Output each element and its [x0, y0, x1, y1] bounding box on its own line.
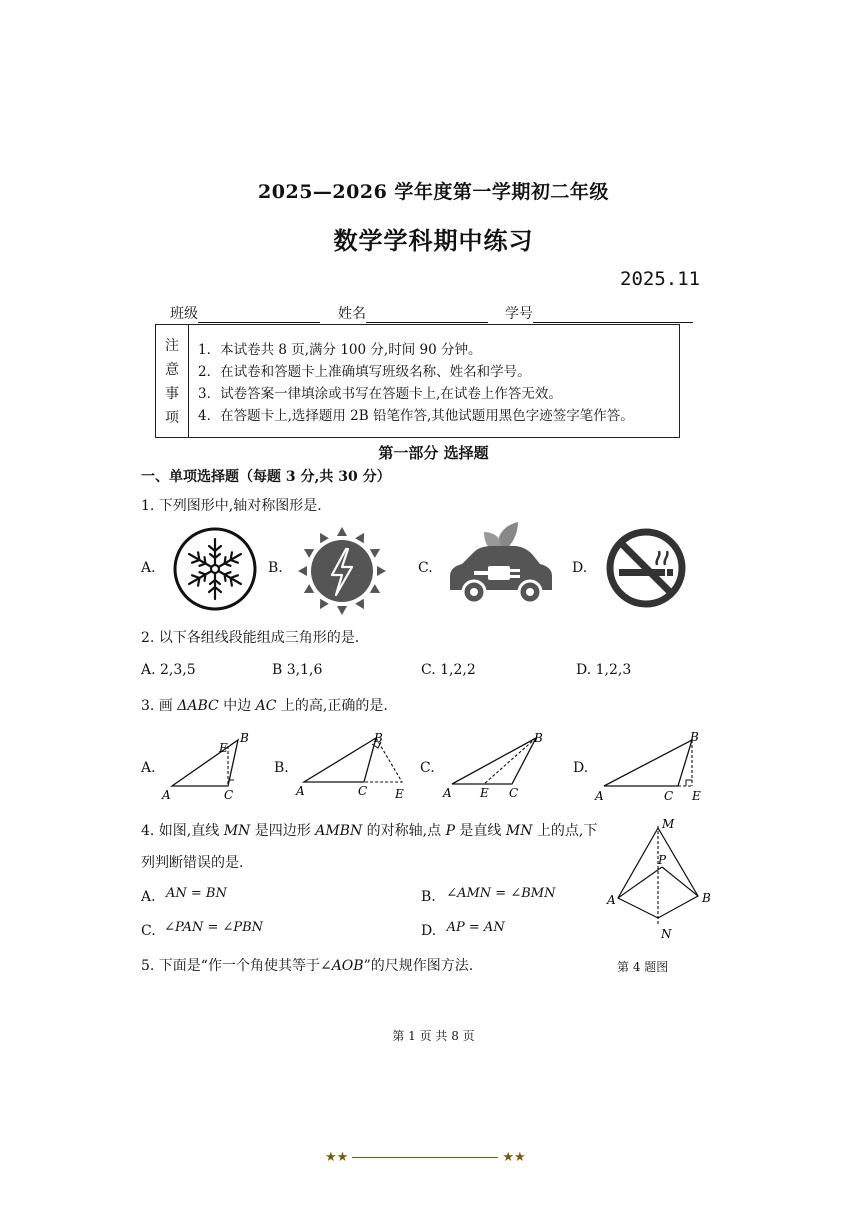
q5-stem	[141, 955, 473, 975]
q4-stem-part: 4. 如图,直线	[141, 823, 224, 839]
q3-figure-a	[160, 730, 260, 802]
q4-stem-part: 上的点,下	[532, 823, 598, 839]
class-field	[170, 303, 320, 323]
page-footer: 第 1 页 共 8 页	[392, 1029, 475, 1043]
q3-figure-d	[592, 728, 712, 806]
q5-stem-pre: 5. 下面是“作一个角使其等于	[141, 958, 320, 974]
notice-item: 2．在试卷和答题卡上准确填写班级名称、姓名和学号。	[198, 364, 531, 380]
notice-label-char: 项	[165, 410, 179, 426]
q2-option-a: A. 2,3,5	[141, 662, 196, 678]
q4-option-a	[141, 886, 227, 905]
star-divider	[325, 1150, 526, 1165]
q3-stem-post: 上的高,正确的是.	[276, 698, 388, 714]
q4-figure-caption: 第 4 题图	[617, 960, 669, 974]
q4-stem-line2: 列判断错误的是.	[141, 855, 244, 871]
point-a-label: A	[296, 784, 305, 798]
q5-angle: ∠AOB	[319, 958, 364, 974]
q4-option-expr: AN = BN	[166, 886, 227, 901]
sun-lightning-icon	[296, 525, 388, 617]
electric-car-icon	[444, 518, 556, 610]
q4-option-d	[421, 920, 505, 939]
q4-option-expr: ∠PAN = ∠PBN	[164, 920, 264, 935]
name-field	[338, 303, 488, 323]
id-label: 学号	[505, 306, 533, 322]
q5-stem-post: ”的尺规作图方法.	[363, 958, 474, 974]
notice-label-char: 事	[165, 386, 179, 402]
point-b-label: B	[374, 731, 383, 745]
point-e-label: E	[692, 789, 701, 803]
q3-option-a: A.	[141, 760, 156, 776]
divider-line	[352, 1157, 498, 1158]
q4-quad-ambn: AMBN	[315, 823, 363, 839]
notice-item: 4．在答题卡上,选择题用 2B 铅笔作答,其他试题用黑色字迹签字笔作答。	[198, 408, 634, 424]
q4-option-label: D.	[421, 923, 437, 939]
q4-stem-line1	[141, 820, 597, 840]
exam-title-line2: 数学学科期中练习	[333, 226, 534, 255]
point-p-label: P	[658, 853, 667, 867]
q4-figure	[600, 812, 720, 944]
q3-option-d: D.	[573, 760, 589, 776]
q4-option-c	[141, 920, 264, 939]
q1-option-d: D.	[572, 560, 588, 576]
point-a-label: A	[607, 893, 616, 907]
section1-heading: 一、单项选择题（每题 3 分,共 30 分）	[141, 469, 391, 485]
no-smoking-icon	[605, 527, 687, 609]
point-n-label: N	[661, 927, 672, 941]
name-blank	[366, 308, 488, 323]
q3-stem	[141, 695, 388, 715]
point-a-label: A	[162, 788, 171, 802]
q4-line-mn: MN	[223, 823, 251, 839]
notice-box	[155, 324, 680, 438]
star-icon: ★★	[325, 1150, 349, 1165]
notice-item: 3．试卷答案一律填涂或书写在答题卡上,在试卷上作答无效。	[198, 386, 562, 402]
q1-option-b: B.	[268, 560, 283, 576]
q4-stem-part: 是直线	[454, 823, 506, 839]
q2-option-d: D. 1,2,3	[576, 662, 632, 678]
q3-stem-pre: 3. 画	[141, 698, 178, 714]
q4-stem-part: 的对称轴,点	[362, 823, 446, 839]
q4-option-expr: ∠AMN = ∠BMN	[446, 886, 556, 901]
notice-label	[156, 325, 189, 437]
q1-option-c: C.	[418, 560, 433, 576]
point-b-label: B	[702, 891, 711, 905]
exam-title-line1: 2025—2026 学年度第一学期初二年级	[258, 181, 609, 203]
q4-option-label: C.	[141, 923, 156, 939]
q4-option-b	[421, 886, 556, 905]
q3-option-c: C.	[420, 760, 435, 776]
class-label: 班级	[170, 306, 198, 322]
q3-triangle-name: ΔABC	[177, 698, 219, 714]
q2-option-b: B 3,1,6	[272, 662, 323, 678]
point-a-label: A	[443, 786, 452, 800]
class-blank	[198, 308, 320, 323]
q4-option-label: A.	[141, 889, 156, 905]
q1-stem: 1. 下列图形中,轴对称图形是.	[141, 498, 322, 514]
q3-figure-b	[292, 728, 412, 804]
q4-option-label: B.	[421, 889, 436, 905]
point-c-label: C	[224, 788, 234, 802]
point-c-label: C	[358, 784, 368, 798]
part1-title: 第一部分 选择题	[378, 444, 489, 462]
point-e-label: E	[480, 786, 489, 800]
q1-option-a: A.	[141, 560, 156, 576]
q3-figure-c	[440, 728, 550, 804]
notice-label-char: 意	[165, 362, 179, 378]
point-a-label: A	[595, 789, 604, 803]
q4-option-expr: AP = AN	[446, 920, 505, 935]
point-e-label: E	[219, 741, 228, 755]
point-c-label: C	[664, 789, 674, 803]
q4-line-mn: MN	[505, 823, 533, 839]
id-field	[505, 303, 693, 323]
q2-stem: 2. 以下各组线段能组成三角形的是.	[141, 630, 360, 646]
point-b-label: B	[690, 730, 699, 744]
snowflake-icon	[172, 526, 258, 612]
point-b-label: B	[534, 731, 543, 745]
notice-label-char: 注	[165, 338, 179, 354]
q3-stem-mid: 中边	[218, 698, 256, 714]
point-m-label: M	[662, 817, 675, 831]
q3-option-b: B.	[274, 760, 289, 776]
id-blank	[533, 308, 693, 323]
star-icon: ★★	[502, 1150, 526, 1165]
name-label: 姓名	[338, 306, 366, 322]
q4-point-p: P	[445, 823, 455, 839]
notice-items	[198, 339, 634, 427]
q2-option-c: C. 1,2,2	[421, 662, 476, 678]
point-e-label: E	[395, 787, 404, 801]
q3-side-ac: AC	[255, 698, 277, 714]
exam-date: 2025.11	[620, 268, 701, 290]
point-b-label: B	[240, 731, 249, 745]
point-c-label: C	[509, 786, 519, 800]
notice-item: 1．本试卷共 8 页,满分 100 分,时间 90 分钟。	[198, 342, 482, 358]
q4-stem-part: 是四边形	[250, 823, 316, 839]
